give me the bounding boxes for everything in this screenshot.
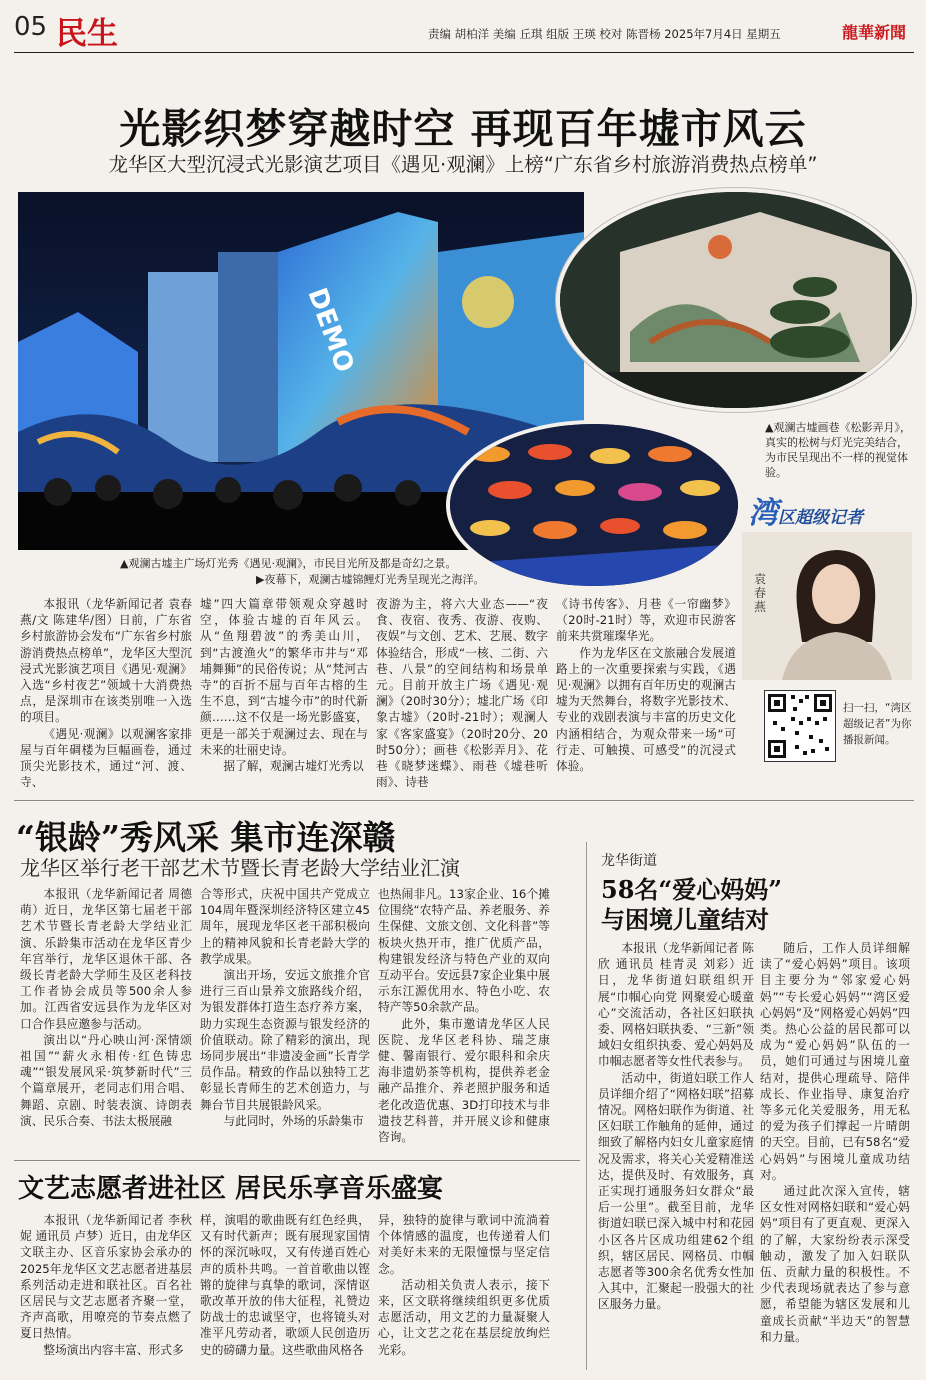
article4-column-2 (760, 940, 910, 1370)
newspaper-logo: 龍華新聞 (842, 23, 907, 42)
article1-headline: 光影织梦穿越时空 再现百年墟市风云 (119, 105, 807, 153)
qr-scan-hint: 扫一扫，“湾区超级记者”为你播报新闻。 (843, 702, 912, 746)
paragraph: 演出以“丹心映山河·深情颂祖国”“薪火永相传·红色铸忠魂”“银发展风采·筑梦新时代”三个篇章展开，老同志们用合唱、舞蹈、京剧、时装表演、诗朗表演、民乐合奏、书法太极展融 (20, 1032, 192, 1128)
article4-headline-line1: 58名“爱心妈妈” (601, 875, 783, 904)
paragraph: 本报讯（龙华新闻记者 李秋妮 通讯员 卢梦）近日，由龙华区文联主办、区音乐家协会承办的2025年龙华区文艺志愿者进基层系列活动走进和联社区。百名社区居民与文艺志愿者齐聚一堂，齐声高歌，用嘹亮的节奏点燃了夏日热情。 (20, 1213, 192, 1341)
paragraph: 随后，工作人员详细解读了“爱心妈妈”项目。该项目主要分为“邻家爱心妈妈”“专长爱心妈妈”“湾区爱心妈妈”及“网格爱心妈妈”四类。热心公益的居民都可以成为“爱心妈妈”队伍的一员，她们可通过与困境儿童结对，提供心理疏导、陪伴成长、作业指导、康复治疗等多元化关爱服务，用无私的爱为孩子们撑起一片晴朗的天空。目前，已有58名“爱心妈妈”与困境儿童成功结对。 (760, 941, 910, 1182)
paragraph: 本报讯（龙华新闻记者 袁春燕/文 陈建华/图）日前，广东省乡村旅游协会发布“广东省乡村旅游消费热点榜单”，龙华区大型沉浸式光影演艺项目《遇见·观澜》入选“乡村夜艺”领域十大消费热点，是深圳市在该类别唯一入选的项目。 (20, 597, 192, 725)
article1-column-3 (376, 596, 548, 806)
header-rule (14, 52, 914, 53)
article1-column-1 (20, 596, 192, 806)
paragraph: 活动相关负责人表示，接下来，区文联将继续组织更多优质志愿活动，用文艺的力量凝聚人心，让文艺之花在基层绽放绚烂光彩。 (378, 1277, 550, 1357)
paragraph: 作为龙华区在文旅融合发展道路上的一次重要探索与实践，《遇见·观澜》以拥有百年历史的观澜古墟为天然舞台，将数字光影技术、专业的戏剧表演与丰富的历史文化内涵相结合，为观众带来一场“可行走、可触摸、可感受”的沉浸式体验。 (556, 645, 736, 774)
caption-main-photo: ▲观澜古墟主广场灯光秀《遇见·观澜》，市民目光所及都是奇幻之景。 (120, 557, 457, 570)
article1-column-2 (200, 596, 368, 806)
demo-projection-text: DEMO (301, 284, 360, 377)
article2-column-3 (378, 886, 550, 1158)
qr-code-pattern (765, 691, 835, 761)
painting-lane-illustration (560, 192, 912, 408)
paragraph: 活动中，街道妇联工作人员详细介绍了“网格妇联”招募情况。网格妇联作为街道、社区妇联工作触角的延伸，通过细致了解格内妇女儿童家庭情况及需求，将关心关爱精准送达，提供及时、有效服务，真正实现打通服务妇女群众“最后一公里”。截至目前，龙华街道妇联已深入城中村和花园小区各片区成功组建62个组织，辖区居民、网格员、巾帼志愿者等300余名优秀女性加入其中，汇聚起一股强大的社区服务力量。 (598, 1070, 754, 1312)
paragraph: 墟”四大篇章带领观众穿越时空，体验古墟的百年风云。从“鱼翔碧波”的秀美山川，到“古渡渔火”的繁华市井与“邓埔舞狮”的民俗传说；从“梵河古寺”的百折不屈与百年古榕的生生不息，到“古墟今市”的时代新颜……这不仅是一场光影盛宴，更是一部关于观澜过去、现在与未来的壮丽史诗。 (200, 597, 368, 757)
paragraph: 异，独特的旋律与歌词中流淌着个体情感的温度，也传递着人们对美好未来的无限憧憬与坚定信念。 (378, 1213, 550, 1276)
article1-column-4 (556, 596, 736, 806)
article2-subheadline: 龙华区举行老干部艺术节暨长青老龄大学结业汇演 (20, 856, 460, 880)
section-divider (14, 1160, 580, 1161)
article3-column-3 (378, 1212, 550, 1372)
bay-area-reporter-logo (748, 488, 863, 532)
article2-headline: “银龄”秀风采 集市连深赣 (16, 818, 396, 857)
caption-lantern-photo: ▶夜幕下，观澜古墟锦鲤灯光秀呈现光之海洋。 (256, 573, 485, 586)
reporter-portrait (742, 532, 912, 680)
article3-headline: 文艺志愿者进社区 居民乐享音乐盛宴 (18, 1174, 444, 1204)
article1-subheadline: 龙华区大型沉浸式光影演艺项目《遇见·观澜》上榜“广东省乡村旅游消费热点榜单” (108, 153, 818, 176)
logo-bay-glyph: 湾 (748, 496, 778, 531)
caption-oval-photo: ▲观澜古墟画巷《松影弄月》，真实的松树与灯光完美结合，为市民呈现出不一样的视觉体验。 (765, 421, 911, 479)
article4-column-1 (598, 940, 754, 1370)
paragraph: 《遇见·观澜》以观澜客家排屋与百年碉楼为巨幅画卷，通过顶尖光影技术，通过“河、渡、寺、 (20, 726, 192, 790)
oval-photo-painting-lane (556, 188, 916, 412)
reporter-name: 袁春燕 (754, 572, 767, 614)
article2-column-2 (200, 886, 370, 1158)
paragraph: 此外，集市邀请龙华区人民医院、龙华区老科协、瑞芝康健、馨南银行、爱尔眼科和余庆海非遗奶茶等机构，提供养老金融产品推介、养老照护服务和适老化改造优惠、3D打印技术与非遗技艺科普，并开展义诊和健康咨询。 (378, 1016, 550, 1145)
paragraph: 样，演唱的歌曲既有红色经典，又有时代新声；既有展现家国情怀的深沉咏叹，又有传递百姓心声的质朴共鸣。一首首歌曲以铿锵的旋律与真挚的歌词，深情讴歌改革开放的伟大征程，礼赞边防战士的忠诚坚守，也将镜头对准平凡劳动者，歌颂人民创造历史的磅礴力量。这些歌曲风格各 (200, 1213, 370, 1357)
article3-column-1 (20, 1212, 192, 1372)
logo-text: 区超级记者 (778, 508, 863, 528)
paragraph: 通过此次深入宣传，辖区女性对网格妇联和“爱心妈妈”项目有了更直观、更深入的了解，大家纷纷表示深受触动，激发了加入妇联队伍、贡献力量的积极性。不少代表现场就表达了参与意愿，希望能为辖区发展和儿童成长贡献“半边天”的智慧和力量。 (760, 1184, 910, 1344)
paragraph: 夜游为主，将六大业态——“夜食、夜宿、夜秀、夜游、夜购、夜娱”与文创、艺术、艺展、数字体验结合，形成“一核、二街、六巷、八景”的空间结构和场景单元。目前开放主广场《遇见·观澜》（20时30分）；墟北广场《印象古墟》（20时-21时）；观澜人家《客家盛宴》（20时20分、20时50分）；画巷《松影弄月》、花巷《晓梦迷蝶》、雨巷《墟巷听雨》、诗巷 (376, 597, 548, 790)
section-divider (14, 800, 914, 801)
paragraph: 也热闹非凡。13家企业、16个摊位围绕“农特产品、养老服务、养生保健、文旅文创、文化科普”等板块火热开市，推广优质产品，构建银发经济与特色产业的双向互动平台。安远县7家企业集中展示东江源优用水、特色小吃、农特产等50余款产品。 (378, 887, 550, 1015)
paragraph: 与此同时，外场的乐龄集市 (223, 1113, 364, 1128)
paragraph: 演出开场，安远文旅推介官进行三百山景养文旅路线介绍，为银发群体打造生态疗养方案，助力实现生态资源与银发经济的价值联动。除了精彩的演出，现场同步展出“非遗凌金画”长青学员作品。精致的作品以独特工艺彰显长青师生的艺术创造力，与舞台节目共展银龄风采。 (200, 968, 370, 1112)
paragraph: 本报讯（龙华新闻记者 周德萌）近日，龙华区第七届老干部艺术节暨长青老龄大学结业汇演、乐龄集市活动在龙华区青少年宫举行，龙华区退休干部、各级长青老龄大学师生及区老科技工作者协会成员等500余人参加。江西省安远县作为龙华区对口合作县应邀参与活动。 (20, 887, 192, 1031)
article2-column-1 (20, 886, 192, 1158)
paragraph: 本报讯（龙华新闻记者 陈欣 通讯员 桂青灵 刘彩）近日，龙华街道妇联组织开展“巾帼心向党 网聚爱心暖童心”交流活动，各社区妇联执委、网格妇联执委、“三新”领域妇女组织执委、爱心妈妈及巾帼志愿者等女性代表参与。 (598, 941, 754, 1069)
section-title: 民生 (56, 16, 118, 52)
column-divider (586, 842, 587, 1370)
article4-headline-line2: 与困境儿童结对 (601, 905, 769, 934)
article4-kicker: 龙华街道 (601, 853, 657, 869)
paragraph: 整场演出内容丰富、形式多 (43, 1342, 184, 1357)
qr-code[interactable] (764, 690, 836, 762)
page-number: 05 (14, 12, 48, 42)
paragraph: 合等形式，庆祝中国共产党成立104周年暨深圳经济特区建立45周年，展现龙华区老干部积极向上的精神风貌和长青老龄大学的教学成果。 (200, 887, 370, 966)
paragraph: 据了解，观澜古墟灯光秀以 (223, 759, 364, 774)
editor-credits: 责编 胡柏洋 美编 丘琪 组版 王瑛 校对 陈晋杨 2025年7月4日 星期五 (428, 27, 781, 41)
article3-column-2 (200, 1212, 370, 1372)
paragraph: 《诗书传客》、月巷《一帘幽梦》（20时-21时）等，欢迎市民游客前来共赏璀璨华光。 (556, 597, 736, 644)
